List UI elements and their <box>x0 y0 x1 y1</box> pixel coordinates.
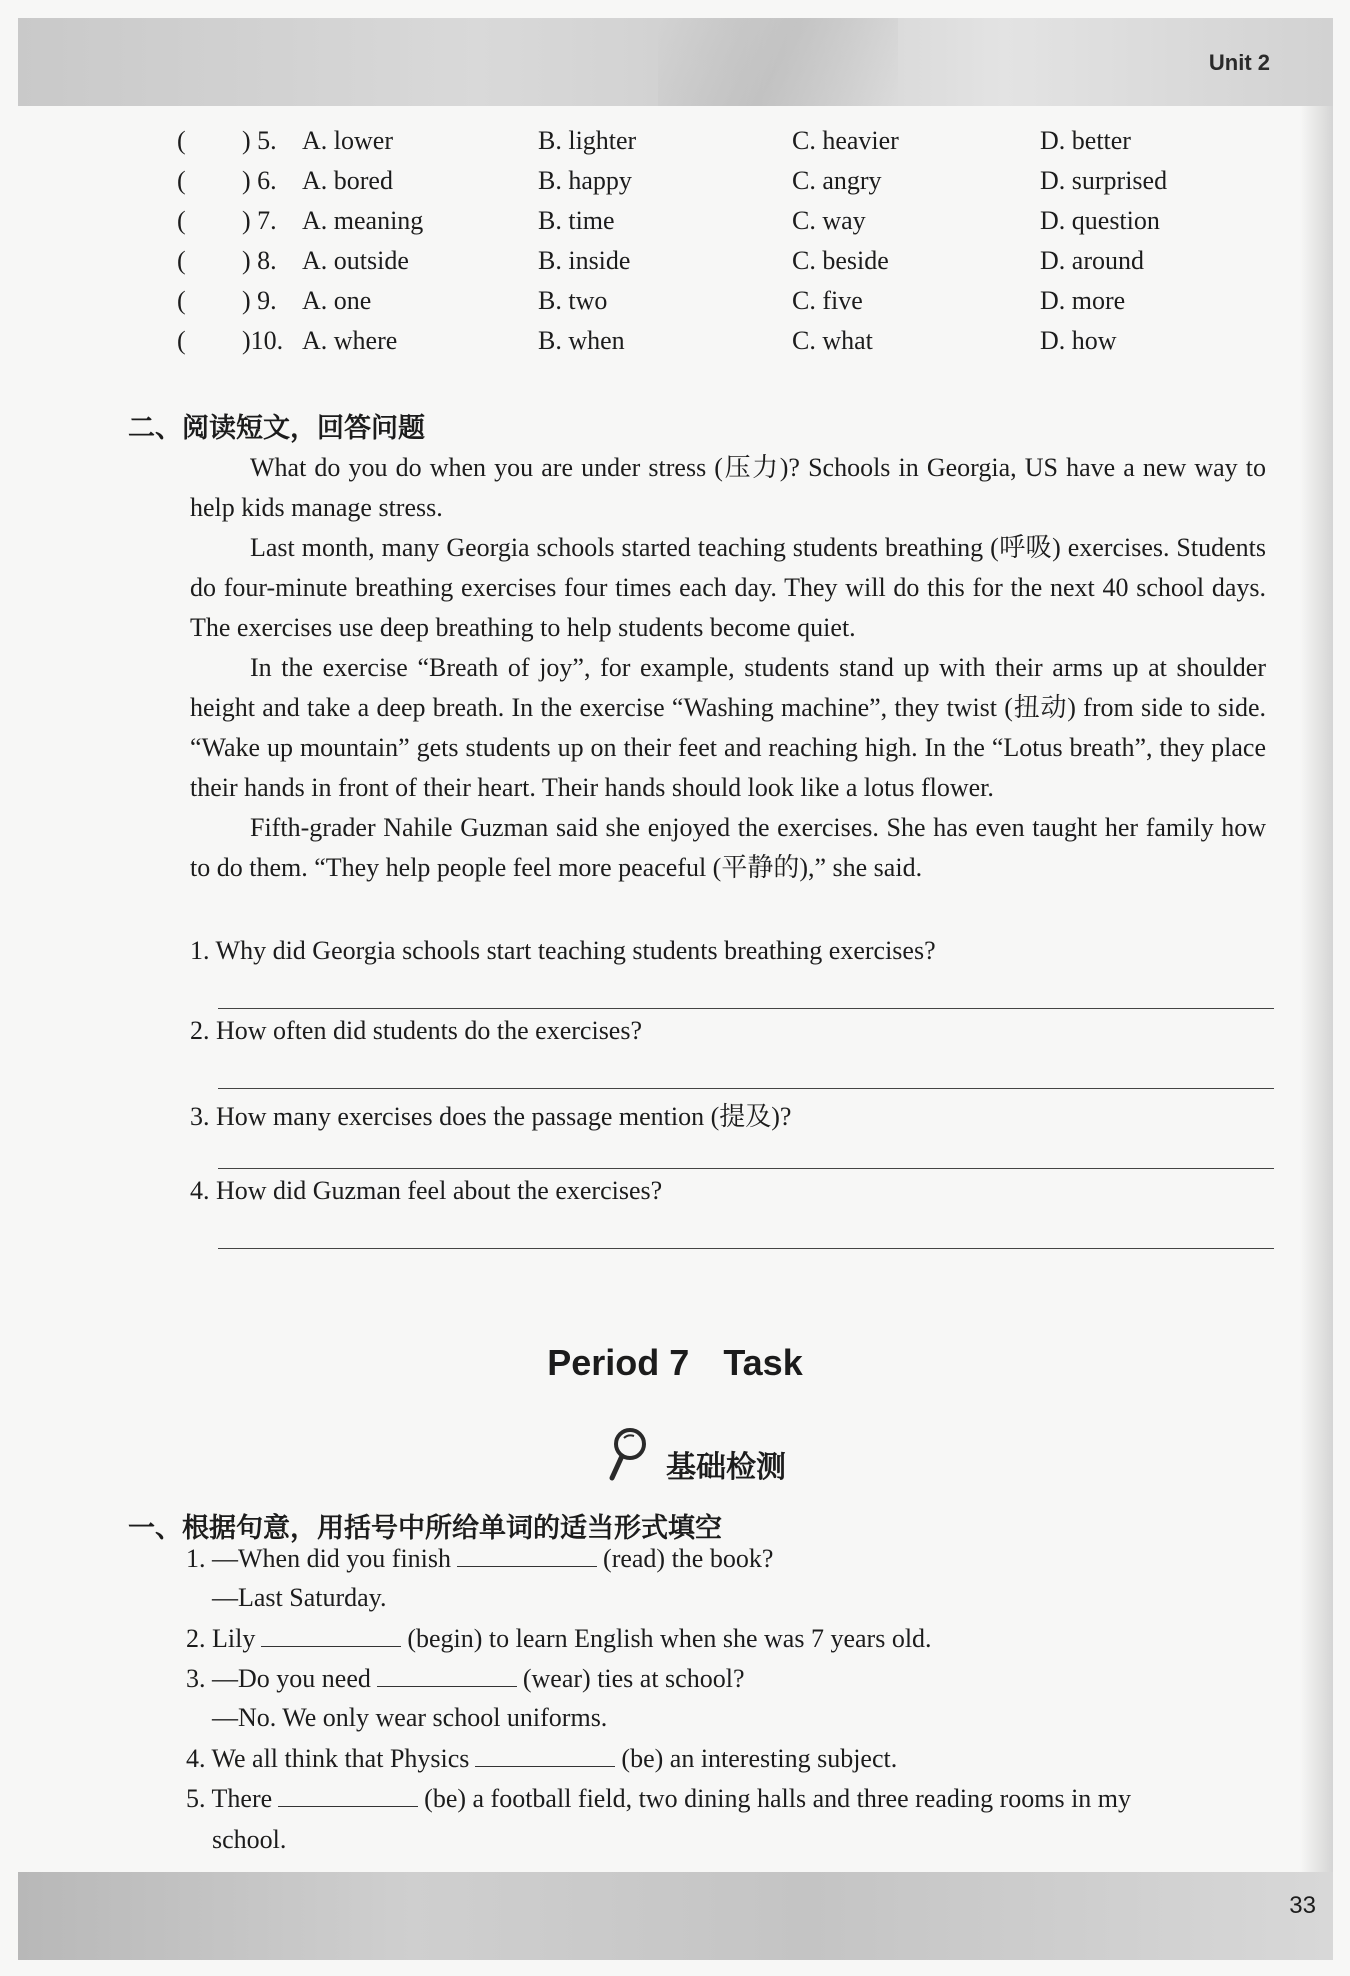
choice-row <box>0 326 1350 366</box>
answer-bracket[interactable]: ( <box>177 166 186 195</box>
option-d: D. better <box>1040 126 1131 155</box>
option-c: C. beside <box>792 246 889 275</box>
answer-line[interactable] <box>218 1168 1274 1169</box>
question-number: ) 5. <box>242 126 277 155</box>
answer-bracket[interactable]: ( <box>177 246 186 275</box>
option-b: B. time <box>538 206 615 235</box>
option-d: D. more <box>1040 286 1126 315</box>
choice-row <box>0 286 1350 326</box>
option-a: A. meaning <box>302 206 424 235</box>
option-d: D. surprised <box>1040 166 1168 195</box>
option-b: B. lighter <box>538 126 637 155</box>
magnifier-icon <box>604 1424 652 1484</box>
blank-input[interactable] <box>278 1784 418 1807</box>
blank-input[interactable] <box>261 1624 401 1647</box>
fill-prompt: 3. —Do you need <box>186 1664 371 1693</box>
unit-label: Unit 2 <box>1208 50 1270 75</box>
option-a: A. bored <box>302 166 393 195</box>
blank-input[interactable] <box>457 1544 597 1567</box>
answer-bracket[interactable]: ( <box>177 206 186 235</box>
fill-item-3-reply: —No. We only wear school uniforms. <box>212 1703 608 1732</box>
question-number: ) 7. <box>242 206 277 235</box>
footer-band <box>18 1872 1333 1960</box>
option-b: B. two <box>538 286 608 315</box>
option-c: C. way <box>792 206 866 235</box>
fill-in-heading: 一、根据句意，用括号中所给单词的适当形式填空 <box>128 1513 722 1544</box>
option-c: C. angry <box>792 166 882 195</box>
basic-check-label: 基础检测 <box>666 1450 786 1485</box>
page-number: 33 <box>1289 1892 1316 1919</box>
fill-item-5 <box>186 1784 1131 1814</box>
answer-line[interactable] <box>218 1088 1274 1089</box>
option-a: A. outside <box>302 246 409 275</box>
reading-question: 2. How often did students do the exercises? <box>190 1016 643 1045</box>
question-number: ) 6. <box>242 166 277 195</box>
answer-bracket[interactable]: ( <box>177 326 186 355</box>
fill-item-1 <box>186 1544 773 1574</box>
option-c: C. five <box>792 286 863 315</box>
question-number: ) 9. <box>242 286 277 315</box>
reading-question: 1. Why did Georgia schools start teaching students breathing exercises? <box>190 936 936 965</box>
choice-row <box>0 166 1350 206</box>
passage-paragraph: In the exercise “Breath of joy”, for example, students stand up with their arms up at shoulder height and take a deep breath. In the exercise “Washing machine”, they twist (扭动) from side to side. “Wake up mountain” gets students up on their feet and reaching high. In the “Lotus breath”, they place their hands in front of their heart. Their hands should look like a lotus flower. <box>190 653 1266 802</box>
option-b: B. inside <box>538 246 631 275</box>
option-d: D. around <box>1040 246 1144 275</box>
answer-bracket[interactable]: ( <box>177 126 186 155</box>
fill-item-3 <box>186 1664 744 1694</box>
fill-hint: (begin) to learn English when she was 7 years old. <box>407 1624 932 1653</box>
fill-prompt: 2. Lily <box>186 1624 256 1653</box>
reading-question: 4. How did Guzman feel about the exercises? <box>190 1176 663 1205</box>
period-number: Period 7 <box>547 1342 690 1383</box>
page-edge-shadow <box>1300 106 1333 1872</box>
fill-item-1-reply: —Last Saturday. <box>212 1583 387 1612</box>
passage-paragraph: Last month, many Georgia schools started teaching students breathing (呼吸) exercises. Students do four-minute breathing exercises four times each day. They will do this for the next 40 school days. The exercises use deep breathing to help students become quiet. <box>190 533 1266 642</box>
choice-row <box>0 246 1350 286</box>
question-number: )10. <box>242 326 284 355</box>
fill-prompt: 4. We all think that Physics <box>186 1744 470 1773</box>
reading-question: 3. How many exercises does the passage mention (提及)? <box>190 1102 792 1131</box>
blank-input[interactable] <box>377 1664 517 1687</box>
answer-line[interactable] <box>218 1008 1274 1009</box>
option-d: D. question <box>1040 206 1160 235</box>
option-c: C. heavier <box>792 126 899 155</box>
fill-item-2 <box>186 1624 932 1654</box>
option-c: C. what <box>792 326 873 355</box>
fill-hint: (wear) ties at school? <box>522 1664 745 1693</box>
passage-paragraph: Fifth-grader Nahile Guzman said she enjoyed the exercises. She has even taught her family how to do them. “They help people feel more peaceful (平静的),” she said. <box>190 813 1266 882</box>
fill-item-4 <box>186 1744 897 1774</box>
fill-hint: (read) the book? <box>603 1544 774 1573</box>
passage-paragraph: What do you do when you are under stress (压力)? Schools in Georgia, US have a new way to help kids manage stress. <box>190 453 1266 522</box>
fill-hint: (be) a football field, two dining halls and three reading rooms in my <box>424 1784 1132 1813</box>
fill-prompt: 1. —When did you finish <box>186 1544 452 1573</box>
answer-line[interactable] <box>218 1248 1274 1249</box>
period-title <box>0 1342 1350 1384</box>
option-a: A. one <box>302 286 372 315</box>
option-a: A. where <box>302 326 398 355</box>
choice-row <box>0 206 1350 246</box>
blank-input[interactable] <box>475 1744 615 1767</box>
header-band <box>18 18 1333 106</box>
option-d: D. how <box>1040 326 1117 355</box>
period-subtitle: Task <box>723 1342 803 1383</box>
option-b: B. when <box>538 326 625 355</box>
option-b: B. happy <box>538 166 632 195</box>
question-number: ) 8. <box>242 246 277 275</box>
fill-prompt: 5. There <box>186 1784 273 1813</box>
fill-item-5-cont: school. <box>212 1825 287 1854</box>
answer-bracket[interactable]: ( <box>177 286 186 315</box>
fill-hint: (be) an interesting subject. <box>621 1744 898 1773</box>
choice-row <box>0 126 1350 166</box>
reading-passage <box>190 448 1266 888</box>
reading-heading: 二、阅读短文，回答问题 <box>128 413 425 444</box>
option-a: A. lower <box>302 126 393 155</box>
